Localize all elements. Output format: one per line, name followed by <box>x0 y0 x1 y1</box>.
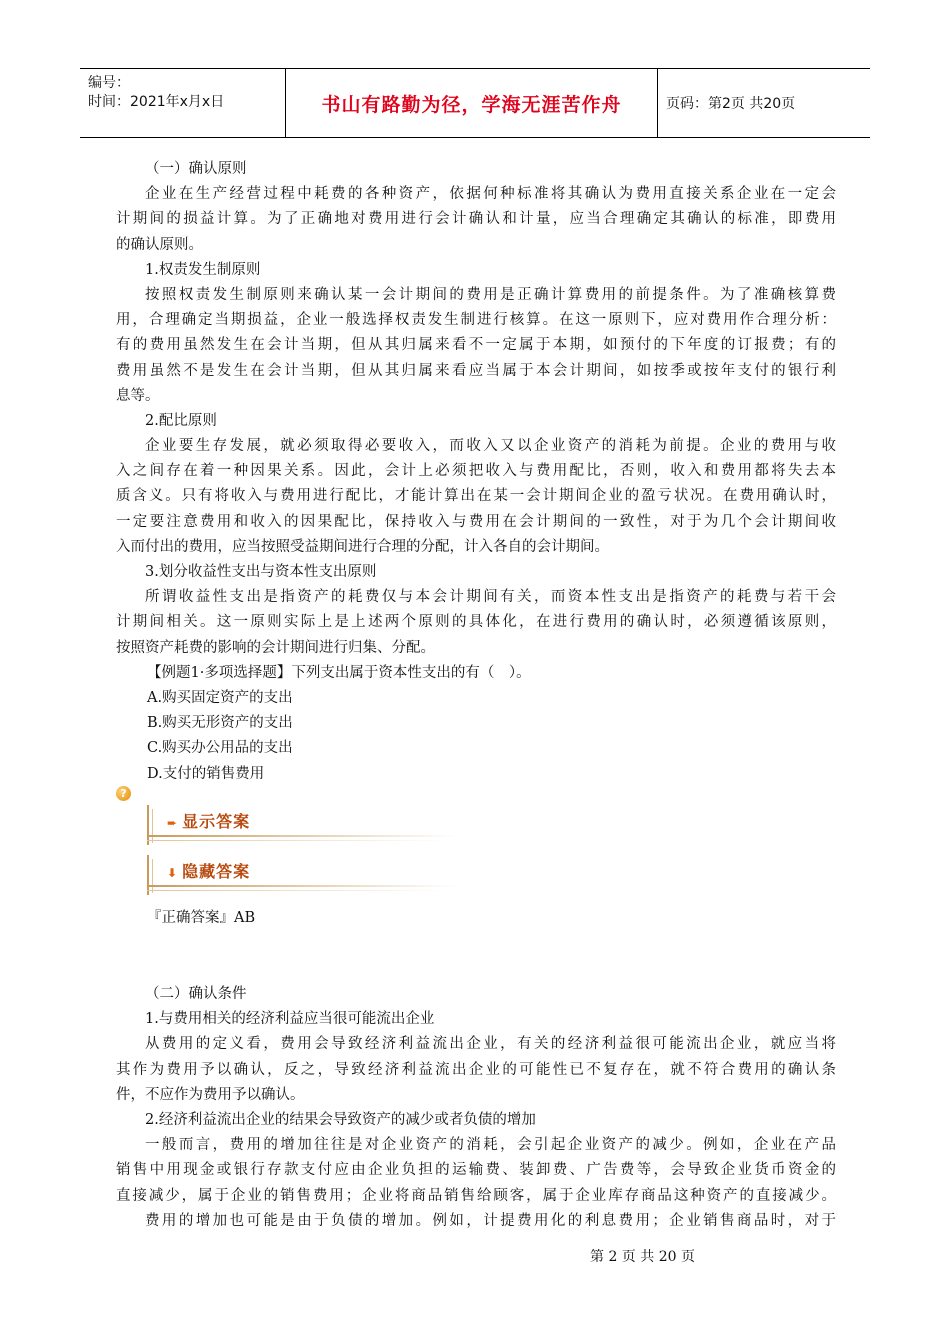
text-line: 1.与费用相关的经济利益应当很可能流出企业 <box>145 1011 435 1028</box>
page-footer: 第 2 页 共 20 页 <box>590 1249 695 1265</box>
arrow-right-icon: ➨ <box>167 816 179 830</box>
text-line: 有的费用虽然发生在会计当期，但从其归属来看不一定属于本期，如预付的下年度的订报费；有的 <box>116 337 836 354</box>
text-line: 计期间相关。这一原则实际上是上述两个原则的具体化，在进行费用的确认时，必须遵循该原则， <box>116 614 836 631</box>
question-icon[interactable]: ? <box>116 786 131 801</box>
text-line: 3.划分收益性支出与资本性支出原则 <box>145 564 377 580</box>
header-motto: 书山有路勤为径，学海无涯苦作舟 <box>321 93 622 116</box>
show-answer-button[interactable] <box>147 805 467 845</box>
text-line: （二）确认条件 <box>145 986 247 1002</box>
text-line: 企业要生存发展，就必须取得必要收入，而收入又以企业资产的消耗为前提。企业的费用与收 <box>145 438 836 455</box>
text-line: 所谓收益性支出是指资产的耗费仅与本会计期间有关，而资本性支出是指资产的耗费与若干会 <box>145 589 836 606</box>
text-line: 从费用的定义看，费用会导致经济利益流出企业，有关的经济利益很可能流出企业，就应当将 <box>145 1036 836 1053</box>
text-line: 费用的增加也可能是由于负债的增加。例如，计提费用化的利息费用；企业销售商品时，对于 <box>145 1212 836 1229</box>
hide-answer-button[interactable] <box>147 855 467 895</box>
text-line: 质含义。只有将收入与费用进行配比，才能计算出在某一会计期间企业的盈亏状况。在费用确认时， <box>116 488 836 505</box>
text-line: 【例题1·多项选择题】下列支出属于资本性支出的有（ ）。 <box>147 664 531 681</box>
text-line: 按照权责发生制原则来确认某一会计期间的费用是正确计算费用的前提条件。为了准确核算费 <box>145 286 836 303</box>
content-section-1 <box>116 157 836 787</box>
text-line: 计期间的损益计算。为了正确地对费用进行会计确认和计量，应当合理确定其确认的标准，即费用 <box>116 211 836 228</box>
text-line: D.支付的销售费用 <box>147 765 265 782</box>
text-line: 的确认原则。 <box>116 236 203 253</box>
text-line: 用，合理确定当期损益，企业一般选择权责发生制进行核算。在这一原则下，应对费用作合理分析： <box>116 312 836 329</box>
page-header <box>80 68 870 138</box>
correct-answer: 『正确答案』AB <box>147 910 256 926</box>
text-line: 其作为费用予以确认，反之，导致经济利益流出企业的可能性已不复存在，就不符合费用的确认条 <box>116 1061 836 1078</box>
header-motto-cell <box>285 69 658 137</box>
text-line: 一般而言，费用的增加往往是对企业资产的消耗，会引起企业资产的减少。例如，企业在产品 <box>145 1137 836 1154</box>
text-line: C.购买办公用品的支出 <box>147 740 293 757</box>
text-line: 入而付出的费用，应当按照受益期间进行合理的分配，计入各自的会计期间。 <box>116 538 609 555</box>
text-line: 费用虽然不是发生在会计当期，但从其归属来看应当属于本会计期间，如按季或按年支付的银行利 <box>116 362 836 379</box>
text-line: A.购买固定资产的支出 <box>147 689 293 706</box>
text-line: （一）确认原则 <box>145 161 247 177</box>
text-line: 按照资产耗费的影响的会计期间进行归集、分配。 <box>116 639 435 656</box>
document-time-label: 时间：2021年x月x日 <box>88 94 225 110</box>
text-line: B.购买无形资产的支出 <box>147 715 293 732</box>
hide-answer-label: 隐藏答案 <box>182 862 251 881</box>
header-left-cell <box>80 69 285 137</box>
header-page-cell <box>658 69 870 137</box>
text-line: 入之间存在着一种因果关系。因此，会计上必须把收入与费用配比，否则，收入和费用都将失去本 <box>116 463 836 480</box>
text-line: 销售中用现金或银行存款支付应由企业负担的运输费、装卸费、广告费等，会导致企业货币资金的 <box>116 1162 836 1179</box>
text-line: 1.权责发生制原则 <box>145 261 261 278</box>
text-line: 一定要注意费用和收入的因果配比，保持收入与费用在会计期间的一致性，对于为几个会计期间收 <box>116 513 836 530</box>
text-line: 2.经济利益流出企业的结果会导致资产的减少或者负债的增加 <box>145 1111 536 1128</box>
content-section-2 <box>116 982 836 1234</box>
text-line: 直接减少，属于企业的销售费用；企业将商品销售给顾客，属于企业库存商品这种资产的直接减少。 <box>116 1187 836 1204</box>
text-line: 件，不应作为费用予以确认。 <box>116 1086 305 1103</box>
header-page-label: 页码：第2页 共20页 <box>666 96 796 112</box>
arrow-down-icon: ⬇ <box>167 866 179 880</box>
text-line: 息等。 <box>116 387 160 404</box>
text-line: 企业在生产经营过程中耗费的各种资产，依据何种标准将其确认为费用直接关系企业在一定会 <box>145 186 836 203</box>
show-answer-label: 显示答案 <box>182 812 251 831</box>
text-line: 2.配比原则 <box>145 412 217 429</box>
document-number-label: 编号： <box>88 75 130 91</box>
